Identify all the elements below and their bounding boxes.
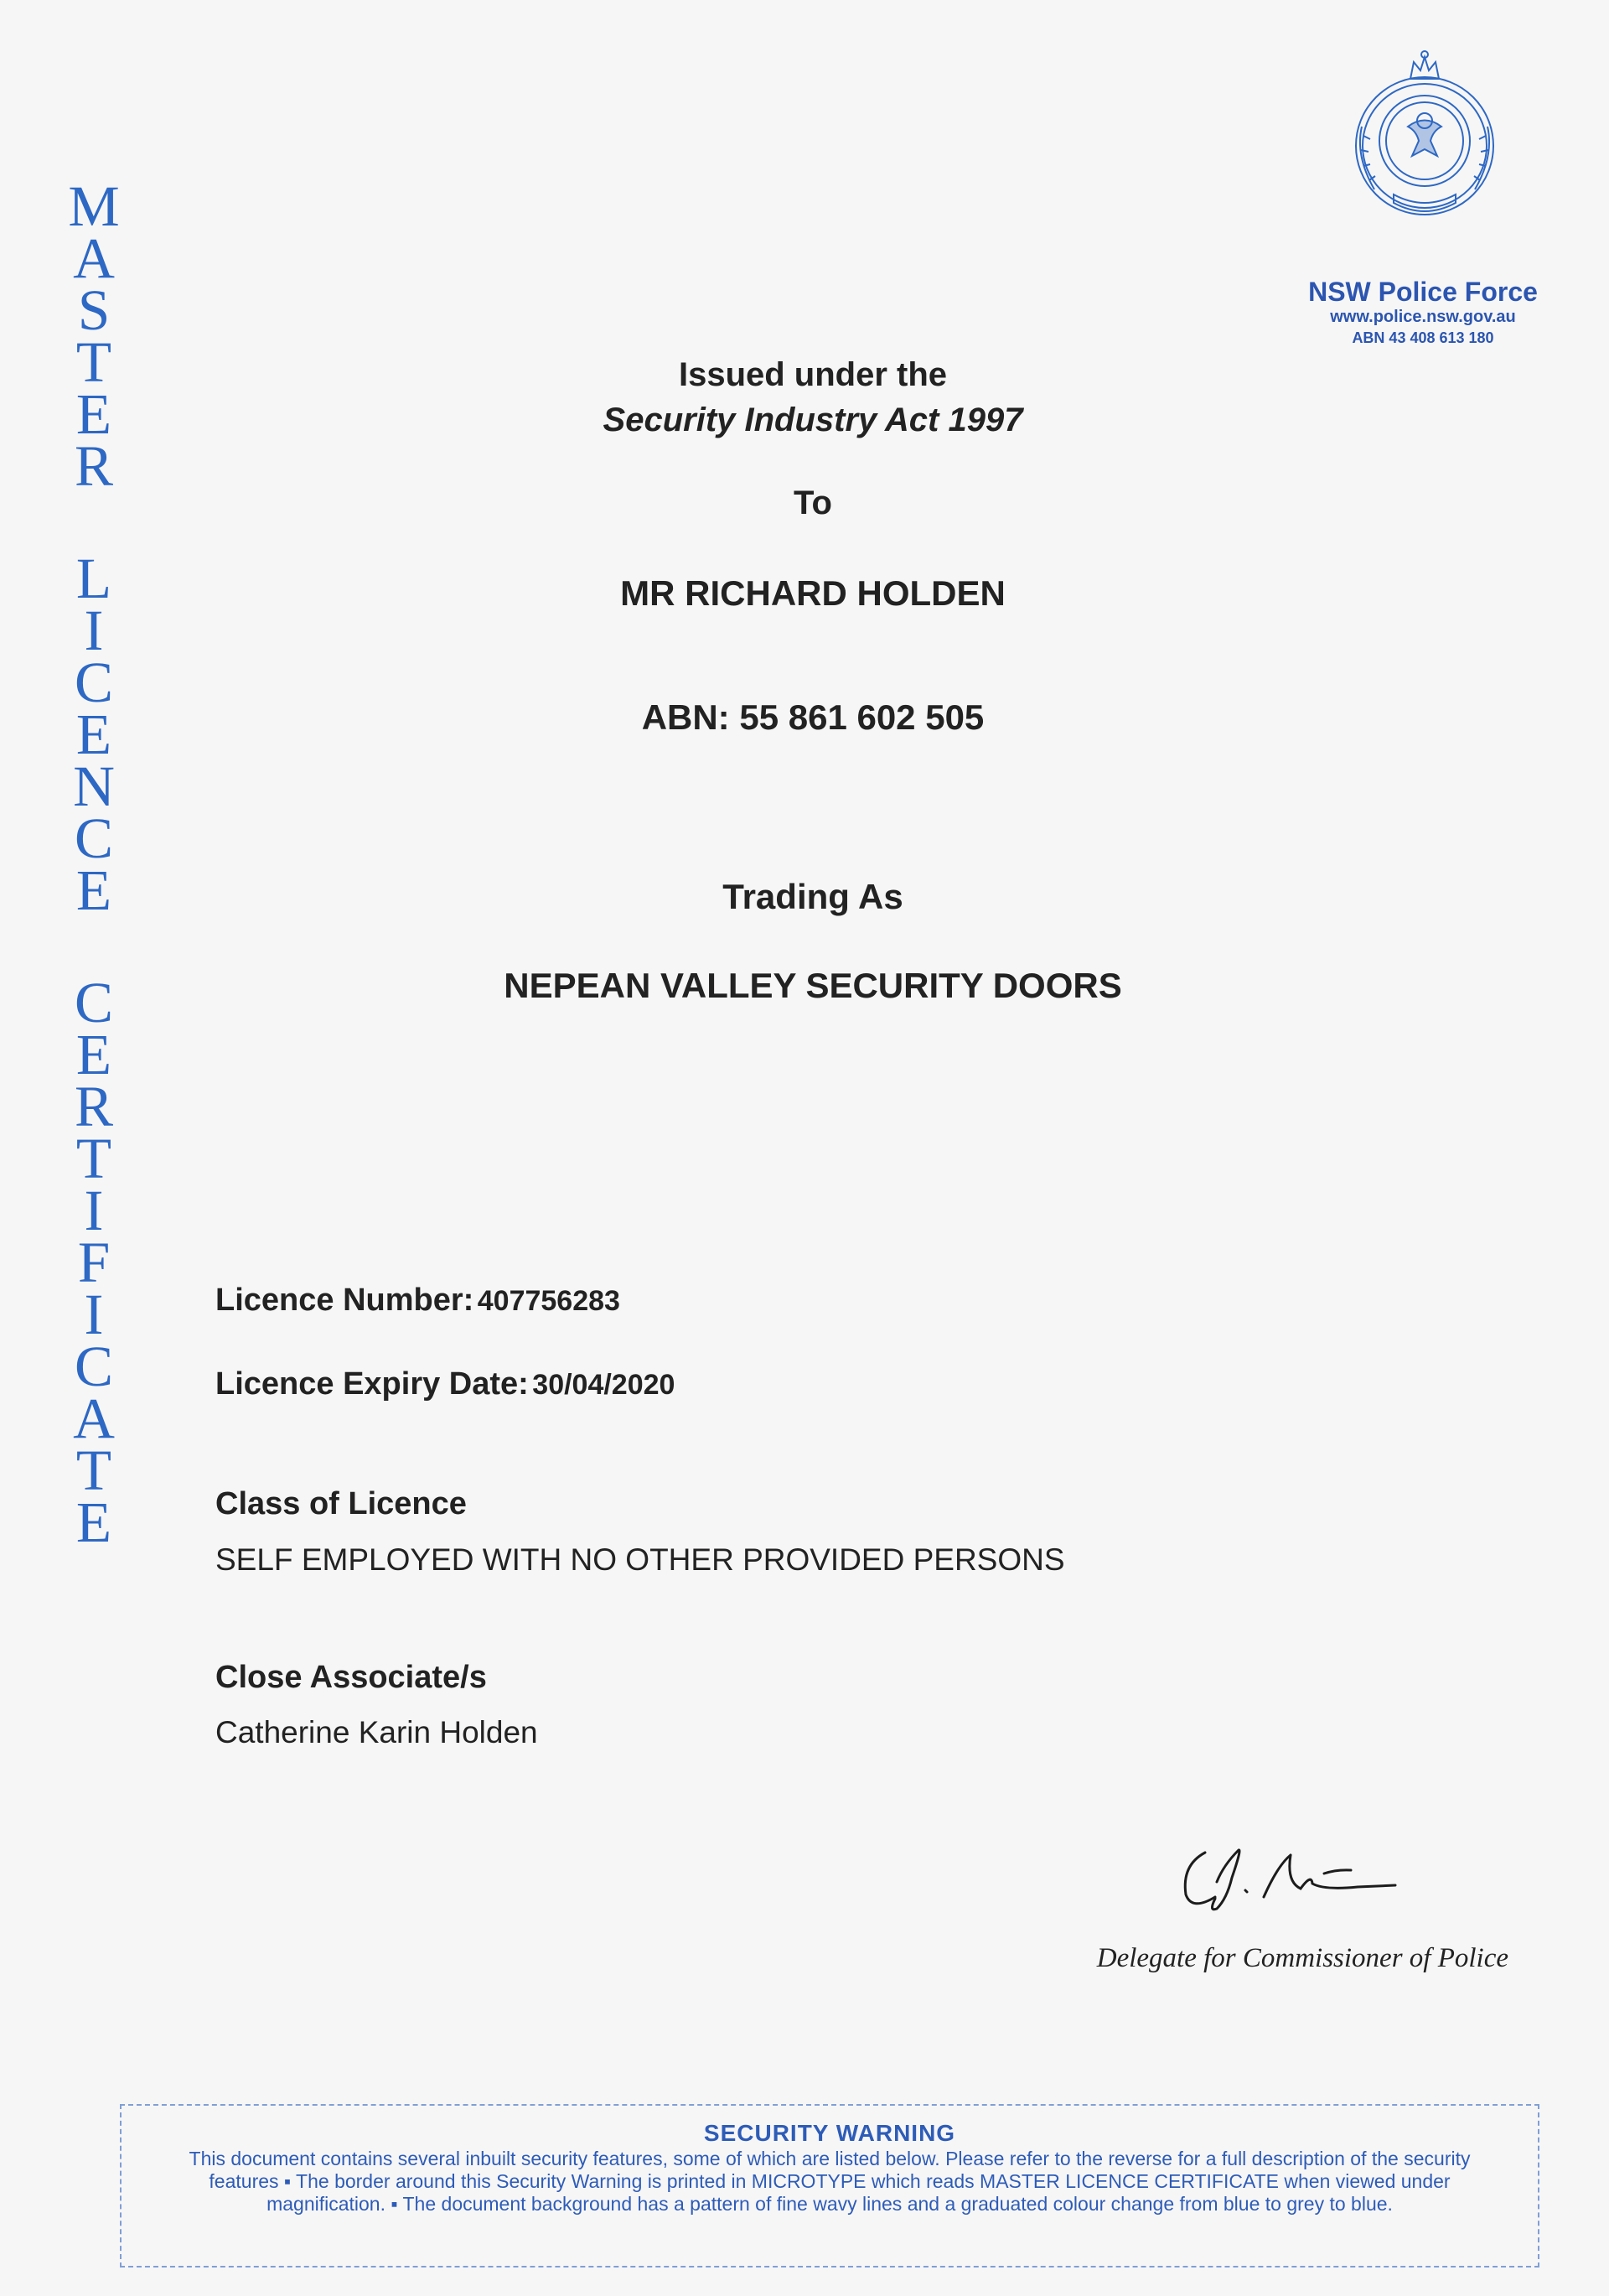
close-associates-value: Catherine Karin Holden xyxy=(215,1715,538,1749)
side-letter: E xyxy=(75,382,112,446)
side-letter: I xyxy=(84,1283,104,1346)
police-emblem-icon xyxy=(1337,47,1513,223)
licence-number-value: 407756283 xyxy=(477,1285,620,1317)
security-warning-title: SECURITY WARNING xyxy=(703,2120,956,2146)
licence-number-label: Licence Number: xyxy=(215,1283,474,1318)
licence-expiry-row xyxy=(215,1366,675,1402)
issued-under-heading xyxy=(0,352,1609,446)
side-letter: T xyxy=(75,1127,112,1190)
licence-expiry-value: 30/04/2020 xyxy=(532,1369,675,1401)
side-letter: A xyxy=(73,226,115,290)
side-letter: T xyxy=(75,330,112,394)
side-letter: C xyxy=(74,650,114,714)
signature-icon xyxy=(1165,1832,1416,1924)
side-letter: S xyxy=(77,278,111,342)
side-letter: N xyxy=(73,754,115,818)
to-label: To xyxy=(794,485,832,521)
class-of-licence-value: SELF EMPLOYED WITH NO OTHER PROVIDED PERSONS xyxy=(215,1542,1065,1577)
side-letter: R xyxy=(74,1075,114,1138)
licence-expiry-label: Licence Expiry Date: xyxy=(215,1366,529,1402)
side-letter: A xyxy=(73,1386,115,1450)
side-letter: R xyxy=(74,434,114,498)
licensee-abn: ABN: 55 861 602 505 xyxy=(641,697,985,737)
issuer-abn: ABN 43 408 613 180 xyxy=(1352,329,1494,346)
side-letter: E xyxy=(75,702,112,766)
close-associates-label: Close Associate/s xyxy=(215,1660,487,1695)
side-letter: I xyxy=(84,1179,104,1242)
side-word-certificate xyxy=(52,971,136,1554)
security-warning-body: This document contains several inbuilt security features, some of which are listed below. Please refer to the reverse for a full description of the security features ▪ The border around this Security Warning is printed in MICROTYPE which reads MASTER LICENCE CERTIFICATE when viewed under magnification. ▪ The document background has a pattern of fine wavy lines and a graduated colour change from blue to grey to blue. xyxy=(189,2148,1471,2215)
side-letter: C xyxy=(74,971,114,1034)
side-letter: C xyxy=(74,806,114,870)
side-letter: I xyxy=(84,599,104,662)
side-letter: C xyxy=(74,1335,114,1398)
side-letter: E xyxy=(75,858,112,922)
side-word-master xyxy=(52,174,136,498)
act-name: Security Industry Act 1997 xyxy=(603,402,1023,438)
signatory-title: Delegate for Commissioner of Police xyxy=(1096,1943,1508,1973)
side-letter: L xyxy=(75,547,112,610)
trading-as-label: Trading As xyxy=(722,877,903,916)
issuer-website: www.police.nsw.gov.au xyxy=(1330,308,1516,326)
licence-number-row xyxy=(215,1283,620,1319)
side-letter: M xyxy=(68,174,120,238)
licensee-name: MR RICHARD HOLDEN xyxy=(620,573,1006,613)
issuer-name: NSW Police Force xyxy=(1308,277,1538,307)
side-letter: E xyxy=(75,1023,112,1086)
class-of-licence-label: Class of Licence xyxy=(215,1486,467,1521)
issuer-block xyxy=(1264,277,1582,349)
side-letter: T xyxy=(75,1438,112,1502)
business-name: NEPEAN VALLEY SECURITY DOORS xyxy=(504,966,1122,1005)
side-letter: E xyxy=(75,1490,112,1554)
side-letter: F xyxy=(77,1231,111,1294)
security-warning-box xyxy=(120,2104,1539,2267)
issued-under-line: Issued under the xyxy=(678,356,948,393)
